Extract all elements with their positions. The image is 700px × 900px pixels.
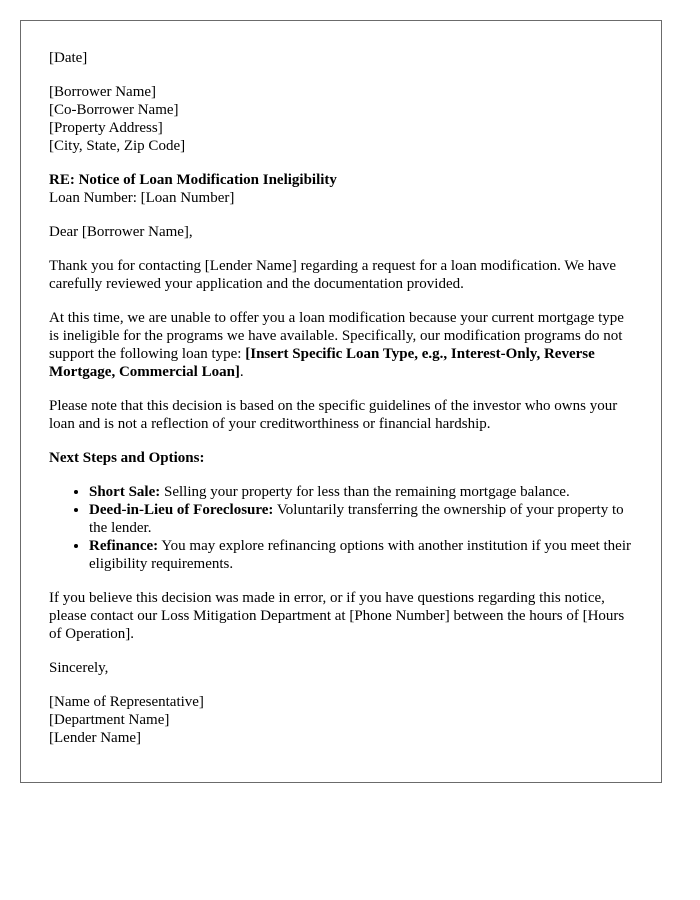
list-item bbox=[89, 501, 633, 537]
recipient-block bbox=[49, 83, 633, 155]
recipient-borrower-name: [Borrower Name] bbox=[49, 84, 157, 100]
signature-department: [Department Name] bbox=[49, 712, 170, 728]
subject-block bbox=[49, 171, 633, 207]
list-item bbox=[89, 483, 633, 501]
options-list bbox=[49, 483, 633, 573]
body-paragraph-contact: If you believe this decision was made in error, or if you have questions regarding this notice, please contact our Loss Mitigation Department at [Phone Number] between the hours of [Hours of Operation]. bbox=[49, 590, 625, 642]
loan-number-line: Loan Number: [Loan Number] bbox=[49, 190, 235, 206]
body-paragraph-ineligibility bbox=[49, 309, 633, 381]
signature-lender: [Lender Name] bbox=[49, 730, 142, 746]
recipient-property-address: [Property Address] bbox=[49, 120, 163, 136]
option-label-deed-in-lieu: Deed-in-Lieu of Foreclosure: bbox=[89, 502, 274, 518]
option-label-refinance: Refinance: bbox=[89, 538, 159, 554]
subject-re-line: RE: Notice of Loan Modification Ineligibility bbox=[49, 172, 337, 188]
ineligibility-text: At this time, we are unable to offer you a loan modification because your current mortgage type is ineligible for the programs we have available. Specifically, our modification programs do not support the following loan type: bbox=[49, 310, 624, 362]
signature-block bbox=[49, 693, 633, 747]
recipient-city-state-zip: [City, State, Zip Code] bbox=[49, 138, 186, 154]
closing: Sincerely, bbox=[49, 660, 109, 676]
ineligibility-end: . bbox=[239, 364, 244, 380]
salutation: Dear [Borrower Name], bbox=[49, 224, 193, 240]
signature-representative: [Name of Representative] bbox=[49, 694, 204, 710]
list-item bbox=[89, 537, 633, 573]
option-text-refinance: You may explore refinancing options with another institution if you meet their eligibility requirements. bbox=[89, 538, 631, 572]
letter-date: [Date] bbox=[49, 50, 88, 66]
letter-page bbox=[20, 20, 662, 783]
option-label-short-sale: Short Sale: bbox=[89, 484, 161, 500]
option-text-short-sale: Selling your property for less than the remaining mortgage balance. bbox=[160, 484, 570, 500]
body-paragraph-guidelines: Please note that this decision is based on the specific guidelines of the investor who owns your loan and is not a reflection of your creditworthiness or financial hardship. bbox=[49, 398, 618, 432]
recipient-co-borrower-name: [Co-Borrower Name] bbox=[49, 102, 179, 118]
loan-type-placeholder: [Insert Specific Loan Type, e.g., Interest-Only, Reverse Mortgage, Commercial Loan] bbox=[49, 346, 595, 380]
option-text-deed-in-lieu: Voluntarily transferring the ownership of your property to the lender. bbox=[89, 502, 624, 536]
body-paragraph-intro: Thank you for contacting [Lender Name] regarding a request for a loan modification. We have carefully reviewed your application and the documentation provided. bbox=[49, 258, 617, 292]
next-steps-heading: Next Steps and Options: bbox=[49, 450, 205, 466]
